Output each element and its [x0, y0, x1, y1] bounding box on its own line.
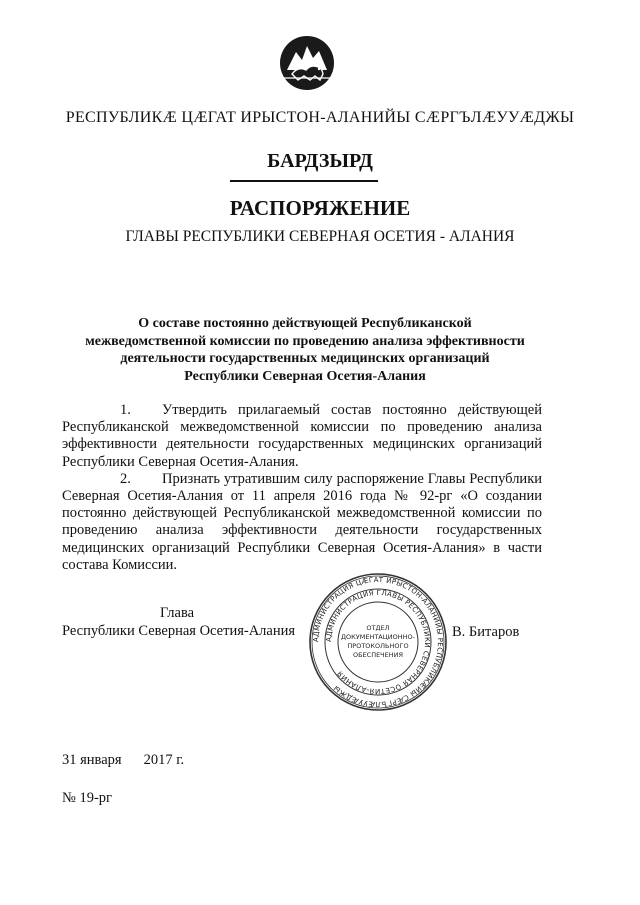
- seal-inner-ring-text: АДМИНИСТРАЦИЯ ГЛАВЫ РЕСПУБЛИКИ СЕВЕРНАЯ ОСЕТИЯ-АЛАНИЯ: [324, 588, 432, 696]
- seal-center-line: ДОКУМЕНТАЦИОННО-: [340, 633, 416, 641]
- date-year: 2017 г.: [143, 752, 185, 768]
- seal-center-line: ОБЕСПЕЧЕНИЯ: [352, 651, 404, 659]
- coat-of-arms-icon: [278, 34, 336, 92]
- subject-line: О составе постоянно действующей Республиканской: [138, 316, 472, 331]
- document-date: [62, 752, 184, 769]
- paragraph-number: 2.: [120, 470, 131, 487]
- subject-line: межведомственной комиссии по проведению анализа эффективности: [85, 333, 525, 349]
- seal-outer-ring-text: АДМИНИСТРАЦИЯ ЦӔГАТ ИРЫСТОН-АЛАНИЙЫ РЕСПУБЛИКӔЙЫ СӔРГЪЛӔУУӔДЖЫ: [311, 575, 445, 709]
- document-number: № 19-рг: [62, 790, 112, 806]
- document-subject: [60, 315, 550, 385]
- signatory-position-line1: Глава: [160, 605, 195, 621]
- paragraph-text: Утвердить прилагаемый состав постоянно действующей Республиканской межведомственной комиссии по проведению анализа эффективности деятельности государственных медицинских организаций Республики Северная Осетия-Алания.: [62, 402, 542, 470]
- republic-header-ossetian: РЕСПУБЛИКӔ ЦӔГАТ ИРЫСТОН-АЛАНИЙЫ СӔРГЪЛӔУУӔДЖЫ: [65, 109, 575, 126]
- signatory-position-line2: Республики Северная Осетия-Алания: [62, 623, 296, 639]
- body-paragraph-1: [62, 402, 542, 471]
- document-body: [62, 402, 542, 574]
- body-paragraph-2: [62, 471, 542, 574]
- document-type-ossetian: БАРДЗЫРД: [267, 150, 373, 172]
- official-seal: [308, 572, 448, 712]
- subject-line: Республики Северная Осетия-Алания: [184, 368, 426, 384]
- signatory-position: [62, 604, 302, 640]
- issuer-subtitle: ГЛАВЫ РЕСПУБЛИКИ СЕВЕРНАЯ ОСЕТИЯ - АЛАНИЯ: [125, 228, 515, 245]
- date-day-month: 31 января: [62, 752, 122, 768]
- paragraph-number: 1.: [120, 402, 131, 418]
- document-type-russian: РАСПОРЯЖЕНИЕ: [229, 196, 411, 220]
- seal-center-line: ОТДЕЛ: [366, 624, 390, 632]
- seal-center-line: ПРОТОКОЛЬНОГО: [347, 642, 409, 650]
- paragraph-text: Признать утратившим силу распоряжение Главы Республики Северная Осетия-Алания от 11 апреля 2016 года № 92-рг «О создании постоянно действующей Республиканской межведомственной комиссии по проведению анализа эффективности деятельности государственных медицинских организаций Республики Северная Осетия-Алания» в части состава Комиссии.: [62, 470, 542, 573]
- title-divider: [230, 180, 378, 182]
- signatory-name: В. Битаров: [452, 624, 520, 640]
- subject-line: деятельности государственных медицинских организаций: [120, 351, 490, 366]
